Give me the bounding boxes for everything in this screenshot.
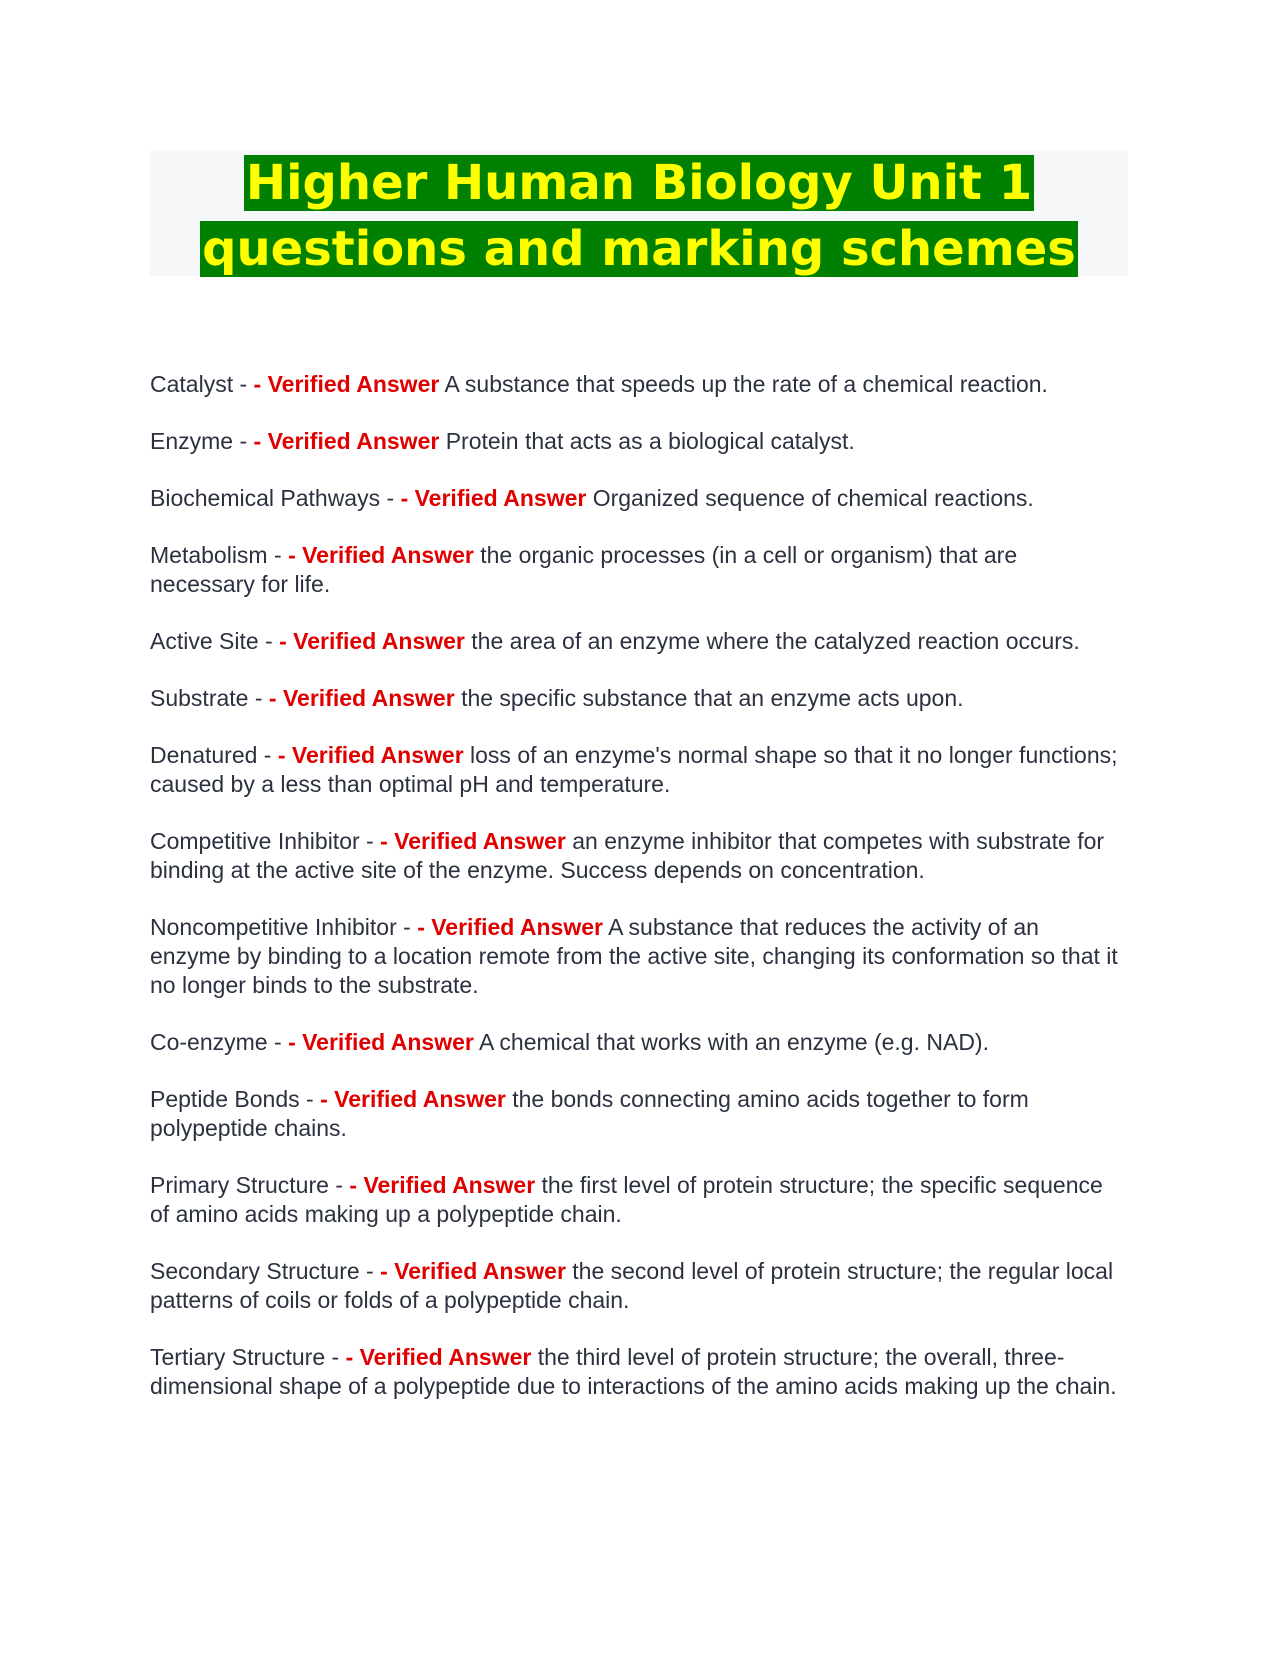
verified-answer-label: - Verified Answer	[380, 1258, 566, 1284]
title-line-1: Higher Human Biology Unit 1	[245, 155, 1033, 211]
entry-separator: -	[257, 742, 278, 768]
glossary-entry	[150, 684, 1128, 713]
entry-definition: the bonds connecting amino acids together to form polypeptide chains.	[150, 1086, 1029, 1141]
entry-term: Biochemical Pathways	[150, 485, 381, 511]
entry-term: Enzyme	[150, 428, 234, 454]
entry-separator: -	[380, 485, 401, 511]
glossary-entry	[150, 484, 1128, 513]
document-page	[150, 150, 1128, 1429]
verified-answer-label: - Verified Answer	[253, 428, 440, 454]
verified-answer-label: - Verified Answer	[268, 685, 455, 711]
glossary-entry	[150, 913, 1128, 1000]
title-band	[150, 150, 1128, 276]
entry-separator: -	[328, 1172, 350, 1198]
entry-definition: the area of an enzyme where the catalyzed reaction occurs.	[471, 628, 1080, 654]
entry-term: Primary Structure	[150, 1172, 329, 1198]
entry-term: Active Site	[150, 628, 259, 654]
verified-answer-label: - Verified Answer	[320, 1086, 506, 1112]
entry-definition: the organic processes (in a cell or organism) that are necessary for life.	[150, 542, 1018, 597]
title-line-2: questions and marking schemes	[202, 221, 1076, 277]
glossary-list	[150, 370, 1128, 1401]
verified-answer-label: - Verified Answer	[288, 1029, 474, 1055]
glossary-entry	[150, 1028, 1128, 1057]
entry-separator: -	[359, 1258, 381, 1284]
glossary-entry	[150, 370, 1128, 399]
entry-definition: loss of an enzyme's normal shape so that it no longer functions; caused by a less than optimal pH and temperature.	[150, 742, 1118, 797]
entry-definition: A substance that speeds up the rate of a chemical reaction.	[444, 371, 1048, 397]
entry-definition: Organized sequence of chemical reactions.	[592, 485, 1034, 511]
entry-term: Competitive Inhibitor	[150, 828, 360, 854]
page-title	[150, 150, 1128, 282]
glossary-entry	[150, 1171, 1128, 1229]
entry-separator: -	[299, 1086, 321, 1112]
entry-definition: the first level of protein structure; the specific sequence of amino acids making up a polypeptide chain.	[150, 1172, 1103, 1227]
verified-answer-label: - Verified Answer	[349, 1172, 536, 1198]
entry-separator: -	[267, 542, 289, 568]
entry-definition: an enzyme inhibitor that competes with substrate for binding at the active site of the enzyme. Success depends on concentration.	[150, 828, 1105, 883]
glossary-entry	[150, 541, 1128, 599]
entry-separator: -	[396, 914, 418, 940]
entry-term: Metabolism	[150, 542, 268, 568]
entry-term: Catalyst	[150, 371, 234, 397]
glossary-entry	[150, 427, 1128, 456]
entry-term: Peptide Bonds	[150, 1086, 300, 1112]
entry-definition: Protein that acts as a biological catalyst.	[445, 428, 855, 454]
entry-term: Substrate	[150, 685, 249, 711]
glossary-entry	[150, 827, 1128, 885]
entry-separator: -	[359, 828, 381, 854]
glossary-entry	[150, 627, 1128, 656]
verified-answer-label: - Verified Answer	[288, 542, 474, 568]
verified-answer-label: - Verified Answer	[380, 828, 566, 854]
verified-answer-label: - Verified Answer	[417, 914, 603, 940]
entry-separator: -	[248, 685, 269, 711]
glossary-entry	[150, 1257, 1128, 1315]
entry-separator: -	[267, 1029, 289, 1055]
verified-answer-label: - Verified Answer	[400, 485, 587, 511]
entry-definition: A substance that reduces the activity of an enzyme by binding to a location remote from the active site, changing its conformation so that it no longer binds to the substrate.	[150, 914, 1118, 998]
verified-answer-label: - Verified Answer	[277, 742, 464, 768]
entry-definition: the specific substance that an enzyme acts upon.	[461, 685, 964, 711]
entry-term: Co-enzyme	[150, 1029, 268, 1055]
glossary-entry	[150, 1085, 1128, 1143]
entry-definition: the third level of protein structure; the overall, three-dimensional shape of a polypeptide due to interactions of the amino acids making up the chain.	[150, 1344, 1117, 1399]
entry-term: Tertiary Structure	[150, 1344, 326, 1370]
entry-term: Noncompetitive Inhibitor	[150, 914, 397, 940]
glossary-entry	[150, 741, 1128, 799]
entry-separator: -	[325, 1344, 346, 1370]
entry-definition: A chemical that works with an enzyme (e.g. NAD).	[478, 1029, 989, 1055]
entry-separator: -	[233, 428, 254, 454]
verified-answer-label: - Verified Answer	[345, 1344, 532, 1370]
verified-answer-label: - Verified Answer	[279, 628, 465, 654]
entry-term: Secondary Structure	[150, 1258, 360, 1284]
verified-answer-label: - Verified Answer	[253, 371, 440, 397]
entry-separator: -	[258, 628, 280, 654]
entry-term: Denatured	[150, 742, 258, 768]
entry-separator: -	[233, 371, 254, 397]
entry-definition: the second level of protein structure; the regular local patterns of coils or folds of a polypeptide chain.	[150, 1258, 1114, 1313]
glossary-entry	[150, 1343, 1128, 1401]
